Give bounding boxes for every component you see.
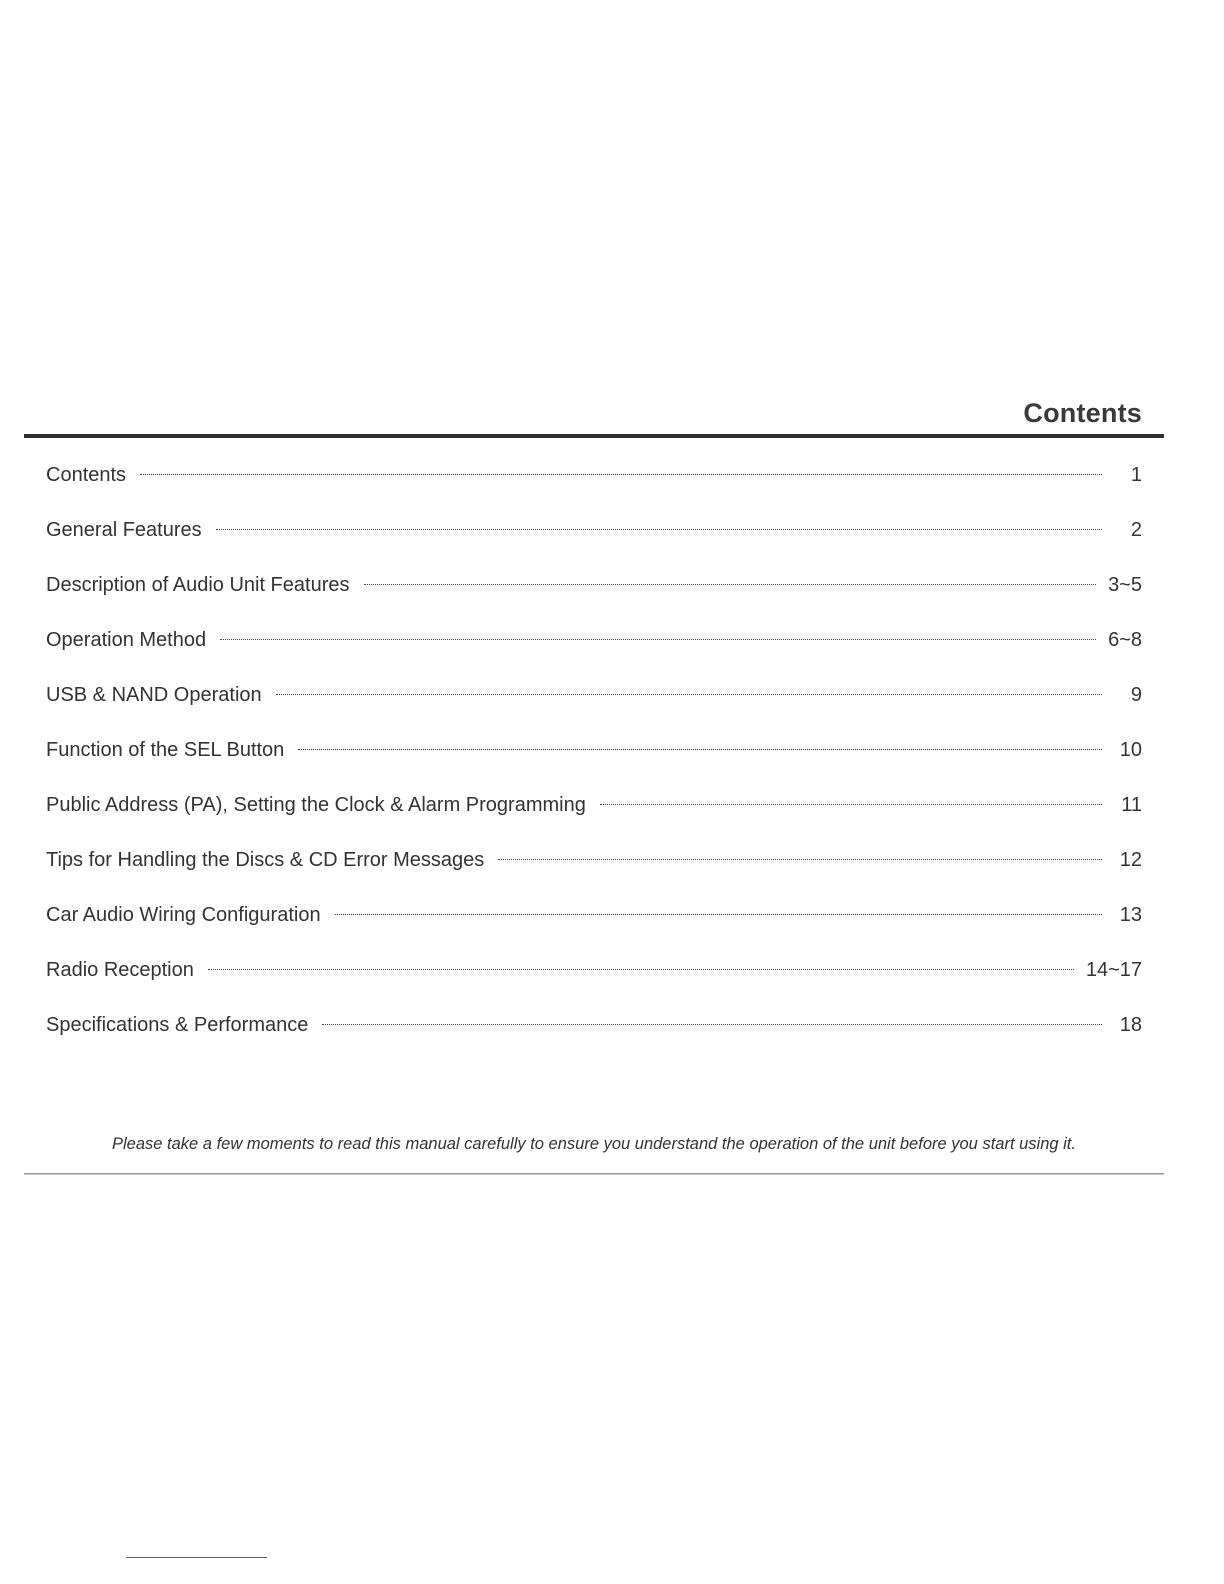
- toc-entry-label: Public Address (PA), Setting the Clock & Alarm Programming: [46, 794, 586, 816]
- dot-leader: [498, 859, 1102, 860]
- dot-leader: [140, 474, 1102, 475]
- page-title: Contents: [1023, 398, 1142, 428]
- toc-entry-page: 9: [1130, 684, 1142, 706]
- toc-entry-public-address[interactable]: [46, 794, 1142, 849]
- title-rule: [24, 434, 1164, 438]
- toc-entry-label: Radio Reception: [46, 959, 194, 981]
- toc-entry-page: 3~5: [1108, 574, 1142, 596]
- table-of-contents: [46, 464, 1142, 1069]
- toc-entry-contents[interactable]: [46, 464, 1142, 519]
- toc-entry-page: 14~17: [1085, 959, 1142, 981]
- toc-entry-audio-unit-features[interactable]: [46, 574, 1142, 629]
- toc-entry-general-features[interactable]: [46, 519, 1142, 574]
- dot-leader: [298, 749, 1102, 750]
- toc-entry-page: 13: [1119, 904, 1142, 926]
- toc-entry-page: 6~8: [1108, 629, 1142, 651]
- toc-entry-radio-reception[interactable]: [46, 959, 1142, 1014]
- dot-leader: [335, 914, 1102, 915]
- toc-entry-label: Car Audio Wiring Configuration: [46, 904, 321, 926]
- toc-entry-label: Description of Audio Unit Features: [46, 574, 350, 596]
- toc-entry-label: Specifications & Performance: [46, 1014, 309, 1036]
- dot-leader: [600, 804, 1102, 805]
- dot-leader: [322, 1024, 1102, 1025]
- toc-entry-page: 18: [1119, 1014, 1142, 1036]
- toc-entry-label: Operation Method: [46, 629, 207, 651]
- dot-leader: [220, 639, 1096, 640]
- toc-entry-label: Tips for Handling the Discs & CD Error Messages: [46, 849, 485, 871]
- footer-rule: [24, 1173, 1164, 1175]
- dot-leader: [208, 969, 1074, 970]
- dot-leader: [216, 529, 1102, 530]
- dot-leader: [276, 694, 1102, 695]
- accent-line: [126, 1557, 267, 1558]
- toc-entry-wiring[interactable]: [46, 904, 1142, 959]
- toc-entry-label: Function of the SEL Button: [46, 739, 285, 761]
- toc-entry-specifications[interactable]: [46, 1014, 1142, 1069]
- toc-entry-sel-button[interactable]: [46, 739, 1142, 794]
- toc-entry-discs-tips[interactable]: [46, 849, 1142, 904]
- toc-entry-page: 2: [1130, 519, 1142, 541]
- dot-leader: [364, 584, 1097, 585]
- toc-entry-label: General Features: [46, 519, 202, 541]
- toc-entry-label: USB & NAND Operation: [46, 684, 262, 706]
- toc-entry-page: 1: [1130, 464, 1142, 486]
- reading-notice: Please take a few moments to read this manual carefully to ensure you understand the operation of the unit before you start using it.: [112, 1135, 1076, 1153]
- toc-entry-page: 11: [1121, 794, 1142, 816]
- toc-entry-page: 10: [1119, 739, 1142, 761]
- toc-entry-operation-method[interactable]: [46, 629, 1142, 684]
- toc-entry-label: Contents: [46, 464, 127, 486]
- toc-entry-page: 12: [1119, 849, 1142, 871]
- toc-entry-usb-nand[interactable]: [46, 684, 1142, 739]
